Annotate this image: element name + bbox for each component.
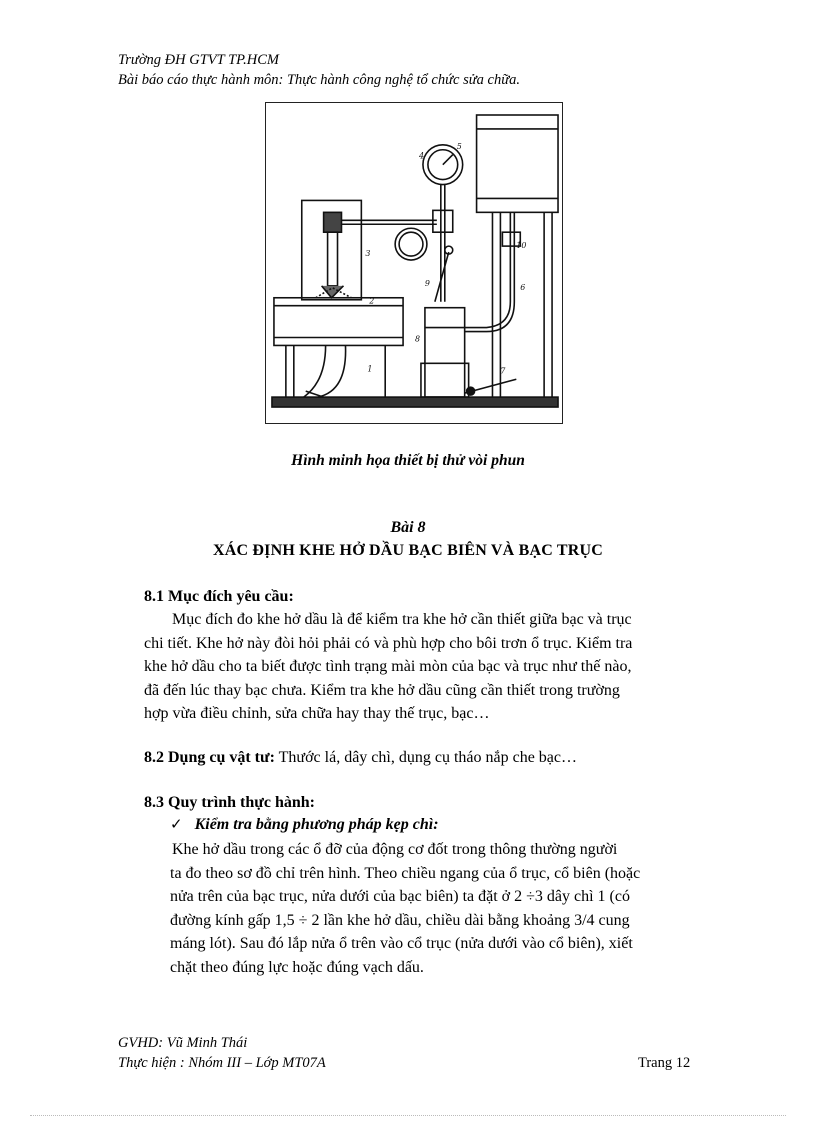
section-3-line: chặt theo đúng lực hoặc đúng vạch dấu. (170, 958, 424, 976)
section-1-line: hợp vừa điều chỉnh, sửa chữa hay thay thế trục, bạc… (144, 705, 490, 723)
header-school: Trường ĐH GTVT TP.HCM (118, 52, 279, 68)
section-3-line: máng lót). Sau đó lắp nửa ổ trên vào cổ trục (nửa dưới vào cổ biên), xiết (170, 935, 633, 953)
section-1-line-text: Mục đích đo khe hở dầu là để kiểm tra khe hở cần thiết giữa bạc và trục (172, 611, 632, 628)
section-2 (144, 749, 577, 767)
section-1-line: chi tiết. Khe hở này đòi hỏi phải có và phù hợp cho bôi trơn ổ trục. Kiểm tra (144, 634, 633, 652)
footer-supervisor: GVHD: Vũ Minh Thái (118, 1035, 248, 1051)
lesson-number: Bài 8 (390, 519, 426, 536)
section-1-body (144, 608, 712, 726)
section-3-line: nửa trên của bạc trục, nửa dưới của bạc biên) ta đặt ở 2 ÷3 dây chì 1 (có (170, 888, 630, 906)
section-3-line (144, 838, 712, 862)
section-3-line: đường kính gấp 1,5 ÷ 2 lần khe hở dầu, chiều dài bằng khoảng 3/4 cung (170, 911, 630, 929)
part-label-4: 4 (418, 151, 425, 161)
part-label-7: 7 (500, 366, 506, 376)
footer-author: Thực hiện : Nhóm III – Lớp MT07A (118, 1055, 326, 1071)
section-1-line (144, 608, 712, 632)
checkmark-icon: ✓ (170, 815, 183, 833)
header-report-title: Bài báo cáo thực hành môn: Thực hành công nghệ tổ chức sửa chữa. (118, 72, 520, 88)
part-label-8: 8 (414, 334, 421, 344)
part-label-6: 6 (520, 282, 526, 292)
section-3-heading: 8.3 Quy trình thực hành: (144, 794, 315, 811)
section-1-line: đã đến lúc thay bạc chưa. Kiểm tra khe hở dầu cũng cần thiết trong trường (144, 681, 620, 699)
section-1-heading: 8.1 Mục đích yêu cầu: (144, 588, 294, 605)
part-label-1: 1 (367, 364, 373, 374)
page-bottom-divider (30, 1115, 786, 1116)
lesson-title: XÁC ĐỊNH KHE HỞ DẦU BẠC BIÊN VÀ BẠC TRỤC (212, 542, 604, 559)
page-number: Trang 12 (638, 1055, 691, 1071)
section-2-heading: 8.2 Dụng cụ vật tư: (144, 749, 275, 766)
part-label-5: 5 (456, 141, 462, 151)
section-3-line: ta đo theo sơ đồ chỉ trên hình. Theo chiều ngang của ổ trục, cổ biên (hoặc (170, 864, 641, 882)
part-label-9: 9 (424, 278, 430, 288)
check-item-label: Kiểm tra bằng phương pháp kẹp chì: (194, 816, 439, 833)
injector-tester-drawing (266, 103, 562, 423)
part-label-10: 10 (516, 241, 527, 251)
part-label-2: 2 (369, 296, 375, 306)
part-label-3: 3 (365, 249, 371, 259)
section-3-body (144, 838, 712, 980)
injector-tester-figure (265, 102, 563, 424)
check-item (170, 815, 439, 834)
section-3-line-text: Khe hở dầu trong các ổ đỡ của động cơ đốt trong thông thường người (172, 841, 618, 858)
section-1-line: khe hở dầu cho ta biết được tình trạng mài mòn của bạc và trục như thế nào, (144, 658, 632, 676)
figure-caption: Hình minh họa thiết bị thử vòi phun (291, 452, 525, 469)
section-2-text: Thước lá, dây chì, dụng cụ tháo nắp che bạc… (274, 749, 578, 766)
